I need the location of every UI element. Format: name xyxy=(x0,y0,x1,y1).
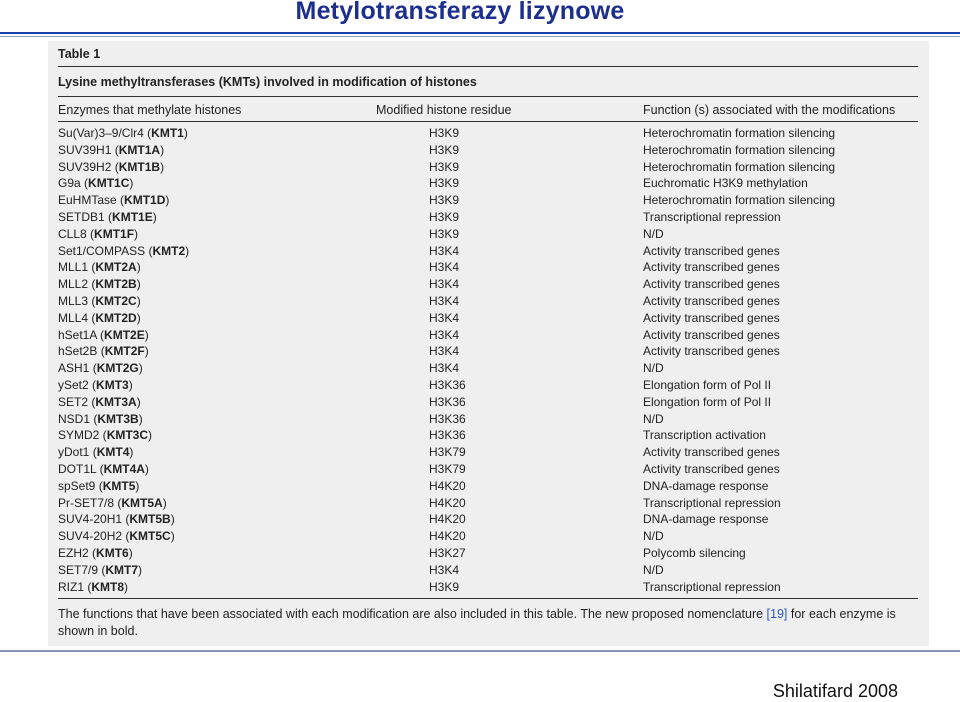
table-row xyxy=(48,310,929,327)
kmt-nomenclature: KMT2B xyxy=(95,277,137,292)
function-cell: Polycomb silencing xyxy=(643,545,746,560)
kmt-nomenclature: KMT1A xyxy=(118,142,161,157)
function-cell: N/D xyxy=(643,529,664,544)
kmt-nomenclature: KMT1F xyxy=(94,226,135,241)
function-cell: Transcriptional repression xyxy=(643,209,781,224)
table-row xyxy=(48,209,929,226)
table-row xyxy=(48,461,929,478)
residue-cell: H3K79 xyxy=(429,445,466,460)
enzyme-cell: MLL1 (KMT2A) xyxy=(58,260,141,275)
residue-cell: H3K9 xyxy=(429,126,460,140)
enzyme-cell: EuHMTase (KMT1D) xyxy=(58,193,170,208)
title-underline-secondary xyxy=(0,36,960,37)
kmt-nomenclature: KMT3 xyxy=(96,377,129,392)
kmt-nomenclature: KMT1E xyxy=(112,209,153,224)
enzyme-cell: MLL2 (KMT2B) xyxy=(58,277,141,292)
enzyme-cell: SUV4-20H2 (KMT5C) xyxy=(58,529,175,544)
enzyme-name: SET7/9 xyxy=(58,562,99,577)
function-cell: Heterochromatin formation silencing xyxy=(643,159,836,174)
enzyme-cell: hSet2B (KMT2F) xyxy=(58,344,149,359)
residue-cell: H3K4 xyxy=(429,260,460,275)
enzyme-cell: Pr-SET7/8 (KMT5A) xyxy=(58,495,167,510)
kmt-nomenclature: KMT6 xyxy=(96,545,129,560)
kmt-nomenclature: KMT2A xyxy=(95,260,137,275)
residue-cell: H4K20 xyxy=(429,512,466,527)
table-row xyxy=(48,175,929,192)
enzyme-name: RIZ1 xyxy=(58,579,85,594)
table-row xyxy=(48,327,929,344)
enzyme-name: EuHMTase xyxy=(58,193,117,208)
enzyme-cell: G9a (KMT1C) xyxy=(58,176,134,191)
enzyme-name: SUV39H2 xyxy=(58,159,112,174)
title-underline xyxy=(0,32,960,34)
kmt-nomenclature: KMT3B xyxy=(97,411,139,426)
table-image-panel xyxy=(48,41,929,646)
residue-cell: H3K4 xyxy=(429,344,460,359)
table-row xyxy=(48,411,929,428)
residue-cell: H3K4 xyxy=(429,243,460,258)
enzyme-cell: NSD1 (KMT3B) xyxy=(58,411,143,426)
enzyme-name: hSet2B xyxy=(58,344,98,359)
table-row xyxy=(48,562,929,579)
enzyme-name: CLL8 xyxy=(58,226,87,241)
table-row xyxy=(48,125,929,142)
enzyme-name: SUV4-20H2 xyxy=(58,529,123,544)
enzyme-name: spSet9 xyxy=(58,478,96,493)
enzyme-cell: SET2 (KMT3A) xyxy=(58,394,141,409)
enzyme-cell: SUV4-20H1 (KMT5B) xyxy=(58,512,175,527)
footnote-reference-link[interactable]: [19] xyxy=(766,607,788,621)
enzyme-name: hSet1A xyxy=(58,327,97,342)
kmt-nomenclature: KMT3A xyxy=(95,394,137,409)
kmt-nomenclature: KMT1 xyxy=(151,126,184,140)
table-row xyxy=(48,427,929,444)
residue-cell: H3K9 xyxy=(429,176,460,191)
table-row xyxy=(48,226,929,243)
enzyme-cell: spSet9 (KMT5) xyxy=(58,478,140,493)
kmt-nomenclature: KMT2E xyxy=(104,327,145,342)
residue-cell: H3K36 xyxy=(429,411,466,426)
enzyme-cell: CLL8 (KMT1F) xyxy=(58,226,139,241)
kmt-nomenclature: KMT1B xyxy=(118,159,161,174)
slide-bottom-rule xyxy=(0,650,960,652)
kmt-nomenclature: KMT4A xyxy=(103,461,145,476)
table-label: Table 1 xyxy=(58,47,101,61)
enzyme-name: Set1/COMPASS xyxy=(58,243,146,258)
table-row xyxy=(48,192,929,209)
slide-title: Metylotransferazy lizynowe xyxy=(295,0,625,25)
function-cell: N/D xyxy=(643,361,664,376)
residue-cell: H3K36 xyxy=(429,377,466,392)
residue-cell: H3K4 xyxy=(429,293,460,308)
column-header-enzymes: Enzymes that methylate histones xyxy=(58,103,242,117)
table-row xyxy=(48,259,929,276)
function-cell: Activity transcribed genes xyxy=(643,293,780,308)
function-cell: N/D xyxy=(643,226,664,241)
table-rule-caption xyxy=(58,96,918,97)
table-row xyxy=(48,511,929,528)
table-row xyxy=(48,343,929,360)
table-row xyxy=(48,478,929,495)
function-cell: Activity transcribed genes xyxy=(643,277,780,292)
kmt-nomenclature: KMT2D xyxy=(95,310,137,325)
residue-cell: H3K9 xyxy=(429,193,460,208)
enzyme-cell: DOT1L (KMT4A) xyxy=(58,461,149,476)
enzyme-cell: EZH2 (KMT6) xyxy=(58,545,133,560)
kmt-nomenclature: KMT5A xyxy=(121,495,163,510)
enzyme-cell: ASH1 (KMT2G) xyxy=(58,361,143,376)
enzyme-cell: ySet2 (KMT3) xyxy=(58,377,133,392)
table-row xyxy=(48,394,929,411)
residue-cell: H3K9 xyxy=(429,209,460,224)
kmt-nomenclature: KMT8 xyxy=(91,579,125,594)
enzyme-name: ASH1 xyxy=(58,361,90,376)
enzyme-name: Su(Var)3–9/Clr4 xyxy=(58,126,144,140)
enzyme-name: SET2 xyxy=(58,394,89,409)
residue-cell: H3K36 xyxy=(429,394,466,409)
table-row xyxy=(48,276,929,293)
enzyme-name: MLL1 xyxy=(58,260,89,275)
table-row xyxy=(48,360,929,377)
function-cell: N/D xyxy=(643,411,664,426)
kmt-nomenclature: KMT4 xyxy=(96,445,130,460)
enzyme-cell: SUV39H2 (KMT1B) xyxy=(58,159,165,174)
function-cell: Heterochromatin formation silencing xyxy=(643,193,836,208)
footnote-text: The functions that have been associated with each modification are also included in this table. The new proposed nomenclature xyxy=(58,607,767,621)
kmt-nomenclature: KMT2C xyxy=(95,293,137,308)
enzyme-name: SETDB1 xyxy=(58,209,105,224)
enzyme-name: MLL2 xyxy=(58,277,89,292)
residue-cell: H3K4 xyxy=(429,310,460,325)
table-row xyxy=(48,293,929,310)
function-cell: Heterochromatin formation silencing xyxy=(643,126,836,140)
kmt-nomenclature: KMT2 xyxy=(152,243,186,258)
table-rule-bottom xyxy=(58,598,918,599)
function-cell: Euchromatic H3K9 methylation xyxy=(643,176,808,191)
enzyme-name: ySet2 xyxy=(58,377,89,392)
kmt-nomenclature: KMT5C xyxy=(129,529,171,544)
function-cell: Elongation form of Pol II xyxy=(643,394,772,409)
enzyme-cell: MLL3 (KMT2C) xyxy=(58,293,141,308)
kmt-nomenclature: KMT1D xyxy=(124,193,166,208)
table-row xyxy=(48,579,929,596)
enzyme-cell: SUV39H1 (KMT1A) xyxy=(58,142,165,157)
table-row xyxy=(48,528,929,545)
residue-cell: H3K4 xyxy=(429,277,460,292)
enzyme-cell: SET7/9 (KMT7) xyxy=(58,562,143,577)
enzyme-cell: SETDB1 (KMT1E) xyxy=(58,209,157,224)
function-cell: DNA-damage response xyxy=(643,512,769,527)
residue-cell: H3K9 xyxy=(429,579,460,594)
table-row xyxy=(48,243,929,260)
kmt-nomenclature: KMT5 xyxy=(102,478,136,493)
enzyme-name: Pr-SET7/8 xyxy=(58,495,115,510)
enzyme-cell: Su(Var)3–9/Clr4 (KMT1) xyxy=(58,126,188,140)
residue-cell: H3K4 xyxy=(429,562,460,577)
table-row xyxy=(48,377,929,394)
kmt-nomenclature: KMT5B xyxy=(129,512,171,527)
residue-cell: H3K4 xyxy=(429,327,460,342)
function-cell: Heterochromatin formation silencing xyxy=(643,142,836,157)
enzyme-cell: Set1/COMPASS (KMT2) xyxy=(58,243,190,258)
residue-cell: H3K9 xyxy=(429,142,460,157)
table-footnote xyxy=(58,606,920,640)
residue-cell: H3K27 xyxy=(429,545,466,560)
residue-cell: H4K20 xyxy=(429,478,466,493)
enzyme-name: SUV4-20H1 xyxy=(58,512,123,527)
function-cell: Activity transcribed genes xyxy=(643,327,780,342)
enzyme-name: MLL4 xyxy=(58,310,89,325)
function-cell: N/D xyxy=(643,562,664,577)
enzyme-name: yDot1 xyxy=(58,445,90,460)
function-cell: Activity transcribed genes xyxy=(643,344,780,359)
function-cell: Transcriptional repression xyxy=(643,579,781,594)
table-row xyxy=(48,545,929,562)
enzyme-cell: MLL4 (KMT2D) xyxy=(58,310,141,325)
function-cell: Activity transcribed genes xyxy=(643,243,780,258)
residue-cell: H3K4 xyxy=(429,361,460,376)
kmt-nomenclature: KMT7 xyxy=(105,562,139,577)
function-cell: Activity transcribed genes xyxy=(643,310,780,325)
residue-cell: H3K9 xyxy=(429,226,460,241)
kmt-nomenclature: KMT2G xyxy=(96,361,139,376)
function-cell: DNA-damage response xyxy=(643,478,769,493)
residue-cell: H3K36 xyxy=(429,428,466,443)
table-row xyxy=(48,495,929,512)
kmt-nomenclature: KMT1C xyxy=(88,176,130,191)
enzyme-name: MLL3 xyxy=(58,293,89,308)
function-cell: Activity transcribed genes xyxy=(643,260,780,275)
enzyme-name: DOT1L xyxy=(58,461,97,476)
function-cell: Activity transcribed genes xyxy=(643,445,780,460)
enzyme-cell: hSet1A (KMT2E) xyxy=(58,327,149,342)
enzyme-name: EZH2 xyxy=(58,545,89,560)
table-body xyxy=(48,125,929,595)
column-header-residue: Modified histone residue xyxy=(376,103,512,117)
table-row xyxy=(48,444,929,461)
kmt-nomenclature: KMT3C xyxy=(106,428,149,443)
function-cell: Transcriptional repression xyxy=(643,495,781,510)
table-row xyxy=(48,142,929,159)
enzyme-cell: RIZ1 (KMT8) xyxy=(58,579,129,594)
kmt-nomenclature: KMT2F xyxy=(104,344,145,359)
residue-cell: H3K79 xyxy=(429,461,466,476)
table-rule-header xyxy=(58,121,918,122)
enzyme-name: SYMD2 xyxy=(58,428,100,443)
footnote-text-end: for each enzyme is shown in bold. xyxy=(58,607,896,638)
residue-cell: H4K20 xyxy=(429,495,466,510)
enzyme-name: NSD1 xyxy=(58,411,91,426)
function-cell: Transcription activation xyxy=(643,428,766,443)
enzyme-name: SUV39H1 xyxy=(58,142,112,157)
table-row xyxy=(48,159,929,176)
enzyme-cell: yDot1 (KMT4) xyxy=(58,445,134,460)
column-header-function: Function (s) associated with the modifications xyxy=(643,103,896,117)
residue-cell: H3K9 xyxy=(429,159,460,174)
function-cell: Elongation form of Pol II xyxy=(643,377,772,392)
slide-credit: Shilatifard 2008 xyxy=(772,681,898,701)
table-caption: Lysine methyltransferases (KMTs) involved in modification of histones xyxy=(58,75,477,89)
residue-cell: H4K20 xyxy=(429,529,466,544)
table-rule-top xyxy=(58,66,918,67)
enzyme-name: G9a xyxy=(58,176,81,191)
function-cell: Activity transcribed genes xyxy=(643,461,780,476)
enzyme-cell: SYMD2 (KMT3C) xyxy=(58,428,153,443)
